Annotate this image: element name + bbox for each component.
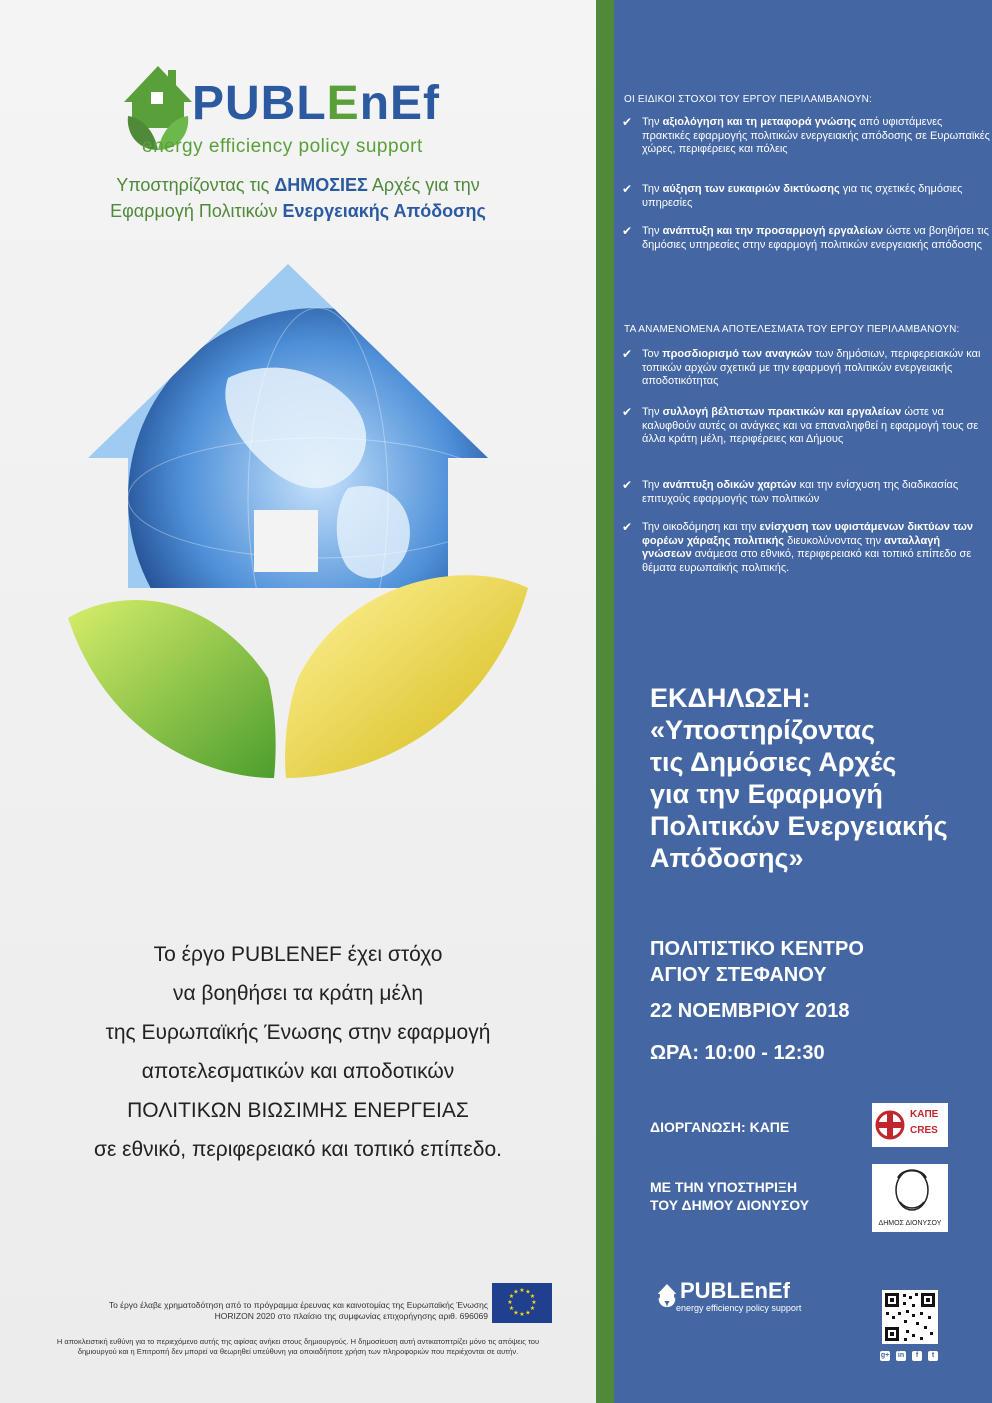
dimos-dionysou-logo xyxy=(872,1164,948,1232)
eu-flag-icon xyxy=(492,1283,552,1323)
project-description xyxy=(30,935,566,1169)
twitter-icon[interactable]: t xyxy=(928,1351,938,1361)
cres-label-1: ΚΑΠΕ xyxy=(910,1109,939,1120)
disclaimer-line: Η αποκλειστική ευθύνη για το περιεχόμενο αυτής της αφίσας ανήκει στους δημιουργούς. Η δημοσίευση αυτή αντικατοπτρίζει μόνο τις απόψεις του xyxy=(56,1337,540,1346)
venue-line: ΑΓΙΟΥ ΣΤΕΦΑΝΟΥ xyxy=(650,964,827,986)
intro-line: να βοηθήσει τα κράτη μέλη xyxy=(172,982,424,1005)
svg-text:★: ★ xyxy=(529,1305,536,1312)
funding-note xyxy=(40,1300,488,1322)
globe-house-illustration xyxy=(48,258,548,818)
svg-text:★: ★ xyxy=(529,1293,536,1300)
check-icon: ✔ xyxy=(622,224,633,238)
check-icon: ✔ xyxy=(622,182,633,196)
footer-logo xyxy=(656,1278,816,1318)
check-icon: ✔ xyxy=(622,347,633,361)
svg-text:★: ★ xyxy=(519,1287,525,1294)
results-title: ΤΑ ΑΝΑΜΕΝΟΜΕΝΑ ΑΠΟΤΕΛΕΣΜΑΤΑ ΤΟΥ ΕΡΓΟΥ ΠΕΡΙΛΑΜΒΑΝΟΥΝ: xyxy=(624,324,960,335)
svg-text:★: ★ xyxy=(525,1309,531,1317)
funding-line: HORIZON 2020 στο πλαίσιο της συμφωνίας επιχορήγησης αριθ. 696069 xyxy=(214,1311,488,1321)
svg-text:★: ★ xyxy=(531,1299,537,1306)
dimos-label: ΔΗΜΟΣ ΔΙΟΝΥΣΟΥ xyxy=(878,1220,942,1227)
social-links xyxy=(880,1351,950,1363)
support-line: ΤΟΥ ΔΗΜΟΥ ΔΙΟΝΥΣΟΥ xyxy=(650,1197,810,1213)
venue-line: ΠΟΛΙΤΙΣΤΙΚΟ ΚΕΝΤΡΟ xyxy=(650,938,864,960)
event-date: 22 ΝΟΕΜΒΡΙΟΥ 2018 xyxy=(650,1000,850,1022)
result-item: ✔ Την οικοδόμηση και την ενίσχυση των υφιστάμενων δικτύων των φορέων χάραξης πολιτικής διευκολύνοντας την ανταλλαγή γνώσεων ανάμεσα στο εθνικό, περιφερειακό και τοπικό επίπεδο σε θέματα ευρωπαϊκής πολιτικής. xyxy=(622,520,973,574)
svg-text:★: ★ xyxy=(508,1305,515,1312)
funding-line: Το έργο έλαβε χρηματοδότηση από το πρόγραμμα έρευνας και καινοτομίας της Ευρωπαϊκής Ένωσης xyxy=(108,1300,488,1310)
objective-item: ✔ Την αξιολόγηση και τη μεταφορά γνώσης από υφιστάμενες πρακτικές εφαρμογής πολιτικών ενεργειακής απόδοσης σε Ευρωπαϊκές χώρες, περιφέρειες και πόλεις xyxy=(622,115,990,156)
objectives-title: ΟΙ ΕΙΔΙΚΟΙ ΣΤΟΧΟΙ ΤΟΥ ΕΡΓΟΥ ΠΕΡΙΛΑΜΒΑΝΟΥΝ: xyxy=(624,94,872,105)
intro-line: σε εθνικό, περιφερειακό και τοπικό επίπεδο. xyxy=(93,1138,502,1161)
svg-text:★: ★ xyxy=(519,1311,525,1318)
cres-label-2: CRES xyxy=(910,1125,938,1136)
event-title-line: Απόδοσης» xyxy=(650,843,804,873)
linkedin-icon[interactable]: in xyxy=(897,1352,905,1359)
intro-line: ΠΟΛΙΤΙΚΩΝ ΒΙΩΣΙΜΗΣ ΕΝΕΡΓΕΙΑΣ xyxy=(127,1099,469,1122)
support-line: ΜΕ ΤΗΝ ΥΠΟΣΤΗΡΙΞΗ xyxy=(650,1179,798,1195)
cres-logo xyxy=(872,1103,948,1147)
objective-item: ✔ Την ανάπτυξη και την προσαρμογή εργαλείων ώστε να βοηθήσει τις δημόσιες υπηρεσίες στην εφαρμογή πολιτικών ενεργειακής απόδοσης xyxy=(622,224,989,251)
event-title xyxy=(650,682,980,874)
intro-line: Το έργο PUBLENEF έχει στόχο xyxy=(153,943,443,966)
disclaimer-line: δημιουργού και η Επιτροπή δεν μπορεί να θεωρηθεί υπεύθυνη για οποιαδήποτε χρήση των πληροφοριών που περιέχονται σε αυτήν. xyxy=(77,1347,519,1356)
objective-item: ✔ Την αύξηση των ευκαιριών δικτύωσης για τις σχετικές δημόσιες υπηρεσίες xyxy=(622,182,963,209)
disclaimer xyxy=(20,1337,576,1357)
event-title-line: ΕΚΔΗΛΩΣΗ: xyxy=(650,683,811,713)
house-leaf-icon xyxy=(656,1278,678,1312)
event-time: ΩΡΑ: 10:00 - 12:30 xyxy=(650,1042,825,1064)
right-panel xyxy=(614,0,992,1403)
logo-wordmark: PUBLEnEf xyxy=(192,77,441,130)
svg-text:★: ★ xyxy=(525,1288,531,1296)
event-title-line: για την Εφαρμογή xyxy=(650,779,883,809)
intro-line: αποτελεσματικών και αποδοτικών xyxy=(141,1060,455,1083)
googleplus-icon[interactable]: g+ xyxy=(880,1352,890,1359)
svg-text:★: ★ xyxy=(513,1288,519,1296)
divider-bar xyxy=(596,0,614,1403)
publenef-logo xyxy=(118,58,498,168)
tagline-line-1: Υποστηρίζοντας τις ΔΗΜΟΣΙΕΣ Αρχές για την xyxy=(116,175,480,195)
check-icon: ✔ xyxy=(622,478,633,492)
facebook-icon[interactable]: f xyxy=(912,1351,922,1361)
event-title-line: «Υποστηρίζοντας xyxy=(650,715,876,745)
event-title-line: Πολιτικών Ενεργειακής xyxy=(650,811,948,841)
event-title-line: τις Δημόσιες Αρχές xyxy=(650,747,897,777)
intro-line: της Ευρωπαϊκής Ένωσης στην εφαρμογή xyxy=(105,1021,491,1044)
result-item: ✔ Τον προσδιορισμό των αναγκών των δημόσιων, περιφερειακών και τοπικών αρχών σχετικά με την εφαρμογή πολιτικών ενεργειακής αποδοτικότητας xyxy=(622,347,981,388)
event-venue xyxy=(650,936,980,988)
footer-logo-subtitle: energy efficiency policy support xyxy=(676,1303,802,1313)
qr-code-icon[interactable] xyxy=(882,1290,938,1344)
svg-text:★: ★ xyxy=(508,1293,515,1300)
result-item: ✔ Την ανάπτυξη οδικών χαρτών και την ενίσχυση της διαδικασίας επιτυχούς εφαρμογής των πολιτικών xyxy=(622,478,959,505)
check-icon: ✔ xyxy=(622,520,633,534)
logo-subtitle: energy efficiency policy support xyxy=(142,136,423,157)
footer-logo-wordmark: PUBLEnEf xyxy=(680,1278,790,1303)
svg-text:★: ★ xyxy=(513,1309,519,1317)
svg-text:★: ★ xyxy=(507,1299,513,1306)
check-icon: ✔ xyxy=(622,115,633,129)
result-item: ✔ Την συλλογή βέλτιστων πρακτικών και εργαλείων ώστε να καλυφθούν αυτές οι ανάγκες και να επαναληφθεί η εφαρμογή τους σε άλλα κράτη μέλη, περιφέρειες και Δήμους xyxy=(622,405,979,446)
tagline-line-2: Εφαρμογή Πολιτικών Ενεργειακής Απόδοσης xyxy=(110,201,486,221)
support-label xyxy=(650,1178,809,1214)
check-icon: ✔ xyxy=(622,405,633,419)
organizer-label: ΔΙΟΡΓΑΝΩΣΗ: ΚΑΠΕ xyxy=(650,1119,790,1135)
